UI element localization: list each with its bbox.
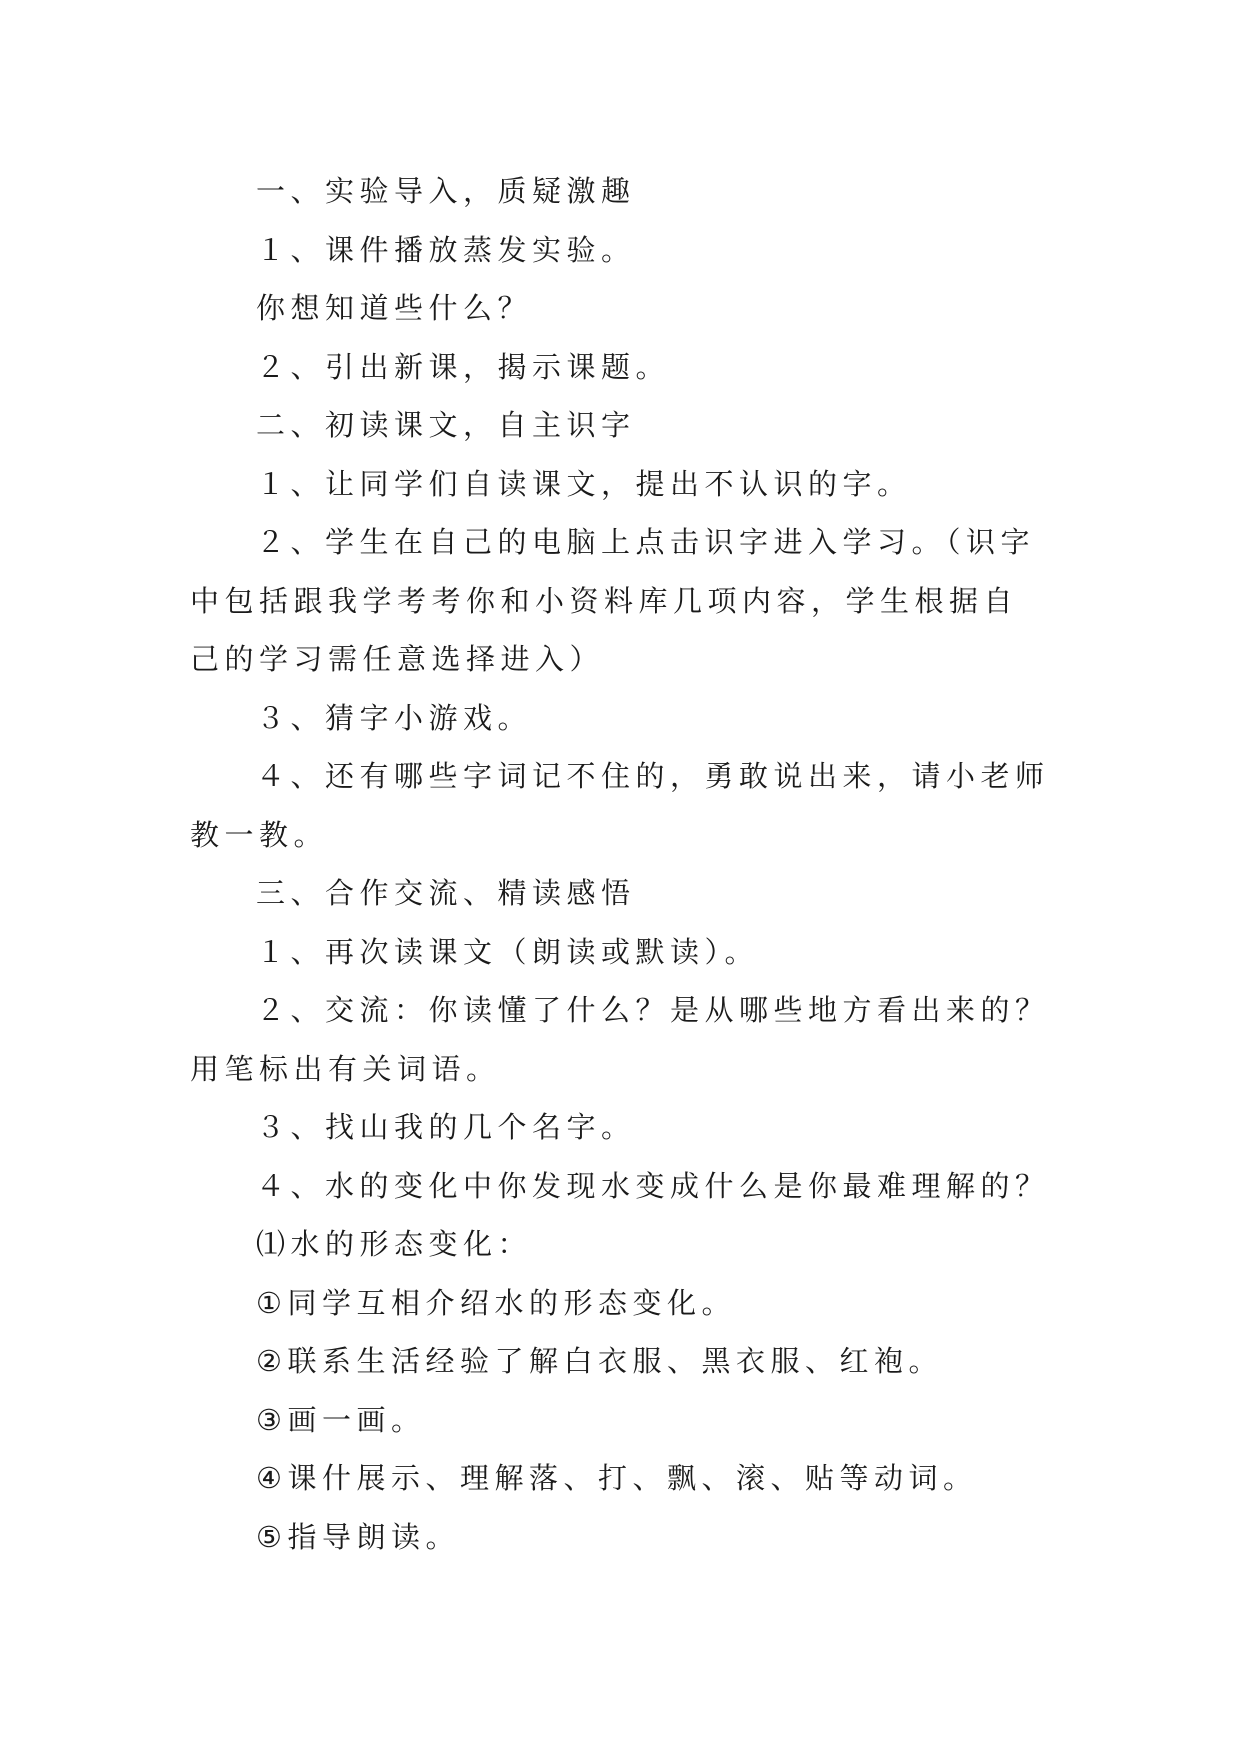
paragraph: ２、交流：你读懂了什么？是从哪些地方看出来的？用笔标出有关词语。	[190, 993, 1050, 1086]
paragraph: １、让同学们自读课文，提出不认识的字。	[256, 466, 912, 501]
list-item: ①同学互相介绍水的形态变化。	[256, 1285, 736, 1320]
paragraph: ２、引出新课，揭示课题。	[256, 349, 671, 384]
paragraph: 你想知道些什么？	[256, 291, 533, 325]
list-item: ③画一画。	[256, 1402, 426, 1437]
paragraph: １、再次读课文（朗读或默读）。	[256, 934, 760, 969]
sub-heading: ⑴水的形态变化：	[256, 1227, 533, 1261]
list-item: ②联系生活经验了解白衣服、黑衣服、红袍。	[256, 1344, 943, 1378]
paragraph: ３、找山我的几个名字。	[256, 1110, 636, 1144]
section-heading: 一、实验导入，质疑激趣	[256, 174, 636, 208]
paragraph: ３、猜字小游戏。	[256, 700, 533, 735]
paragraph: １、课件播放蒸发实验。	[256, 232, 636, 267]
paragraph: ４、水的变化中你发现水变成什么是你最难理解的？	[256, 1168, 1050, 1203]
section-heading: 二、初读课文，自主识字	[256, 408, 636, 442]
paragraph: ２、学生在自己的电脑上点击识字进入学习。（识字中包括跟我学考考你和小资料库几项内容，学生根据自己的学习需任意选择进入）	[190, 525, 1036, 676]
paragraph: ４、还有哪些字词记不住的，勇敢说出来，请小老师教一教。	[190, 759, 1050, 852]
document-body	[190, 162, 1050, 1566]
list-item: ⑤指导朗读。	[256, 1519, 460, 1554]
section-heading: 三、合作交流、精读感悟	[256, 876, 636, 910]
list-item: ④课什展示、理解落、打、飘、滚、贴等动词。	[256, 1461, 978, 1495]
